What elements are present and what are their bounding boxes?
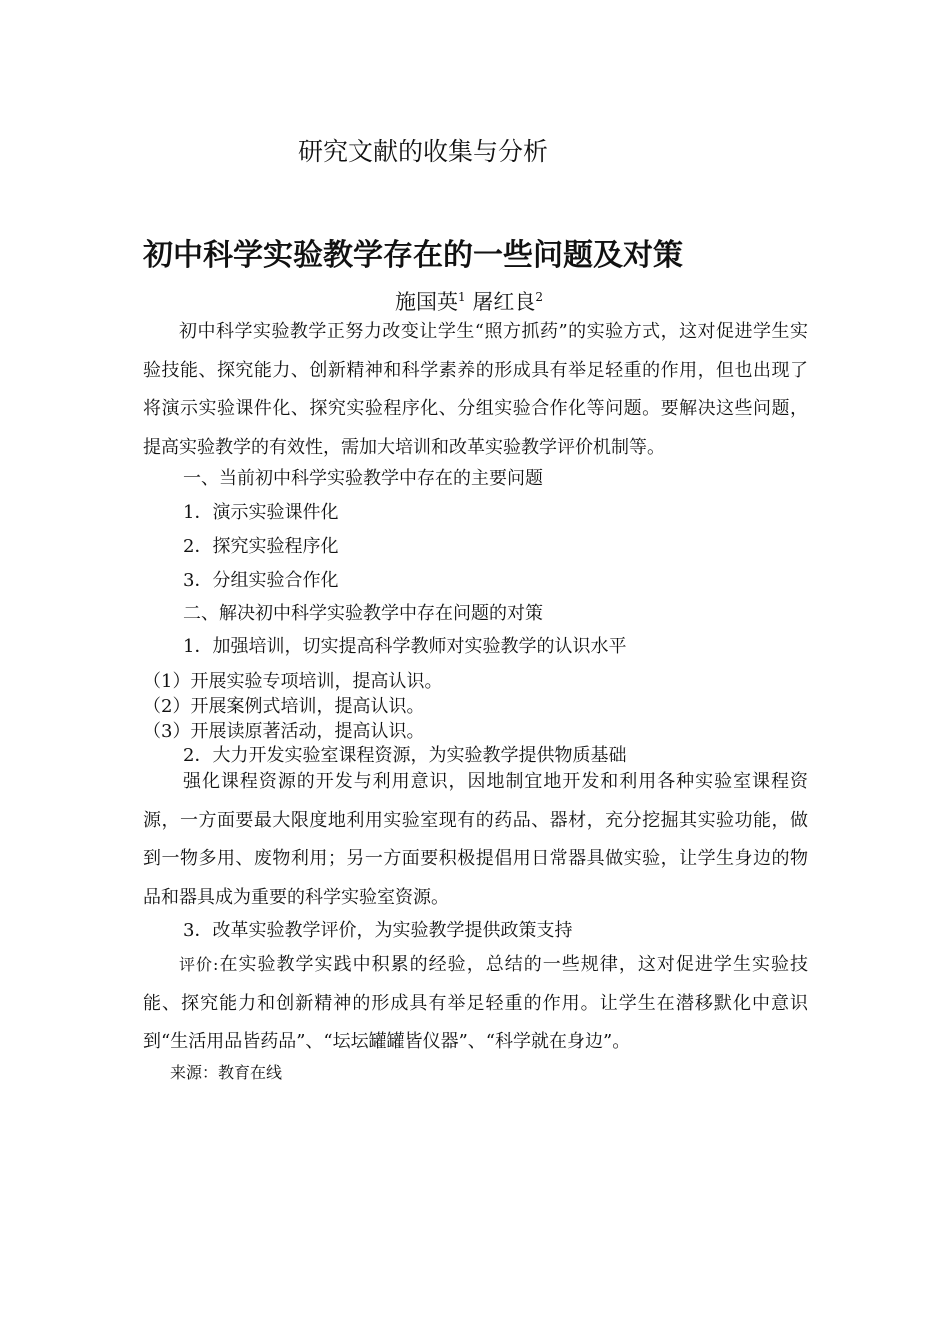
section2-sub1-item-2: （2）开展案例式培训，提高认识。 bbox=[143, 696, 425, 717]
section2-heading: 二、解决初中科学实验教学中存在问题的对策 bbox=[183, 603, 543, 624]
section1-item-3: 3．分组实验合作化 bbox=[183, 570, 339, 591]
source-line: 来源：教育在线 bbox=[170, 1063, 283, 1082]
section1-item-2: 2．探究实验程序化 bbox=[183, 536, 339, 557]
section2-sub1-item-1: （1）开展实验专项培训，提高认识。 bbox=[143, 671, 443, 692]
author-sup-1: 1 bbox=[458, 290, 466, 304]
section2-sub2-body: 强化课程资源的开发与利用意识，因地制宜地开发和利用各种实验室课程资源，一方面要最大限度地利用实验室现有的药品、器材，充分挖掘其实验功能，做到一物多用、废物利用；另一方面要积极提倡用日常器具做实验，让学生身边的物品和器具成为重要的科学实验室资源。 bbox=[143, 771, 808, 908]
section2-sub1-item-3: （3）开展读原著活动，提高认识。 bbox=[143, 721, 425, 742]
author-name-2: 屠红良 bbox=[472, 290, 536, 314]
section2-sub2: 2．大力开发实验室课程资源，为实验教学提供物质基础 bbox=[183, 745, 627, 766]
comment-paragraph bbox=[143, 946, 808, 1062]
section1-item-1: 1．演示实验课件化 bbox=[183, 502, 339, 523]
article-title: 初中科学实验教学存在的一些问题及对策 bbox=[143, 238, 683, 273]
page-title: 研究文献的收集与分析 bbox=[298, 137, 549, 166]
author-name-1: 施国英 bbox=[395, 290, 458, 314]
section1-heading: 一、当前初中科学实验教学中存在的主要问题 bbox=[183, 468, 543, 489]
section2-sub1: 1．加强培训，切实提高科学教师对实验教学的认识水平 bbox=[183, 636, 627, 657]
comment-label: 评价: bbox=[179, 955, 219, 974]
authors bbox=[395, 286, 543, 316]
section2-sub3: 3．改革实验教学评价，为实验教学提供政策支持 bbox=[183, 920, 573, 941]
comment-text: 在实验教学实践中积累的经验，总结的一些规律，这对促进学生实验技能、探究能力和创新精神的形成具有举足轻重的作用。让学生在潜移默化中意识到“生活用品皆药品”、“坛坛罐罐皆仪器”、“科学就在身边”。 bbox=[143, 954, 808, 1052]
author-sup-2: 2 bbox=[535, 290, 543, 304]
abstract-paragraph: 初中科学实验教学正努力改变让学生“照方抓药”的实验方式，这对促进学生实验技能、探究能力、创新精神和科学素养的形成具有举足轻重的作用，但也出现了将演示实验课件化、探究实验程序化、分组实验合作化等问题。要解决这些问题，提高实验教学的有效性，需加大培训和改革实验教学评价机制等。 bbox=[143, 321, 808, 458]
